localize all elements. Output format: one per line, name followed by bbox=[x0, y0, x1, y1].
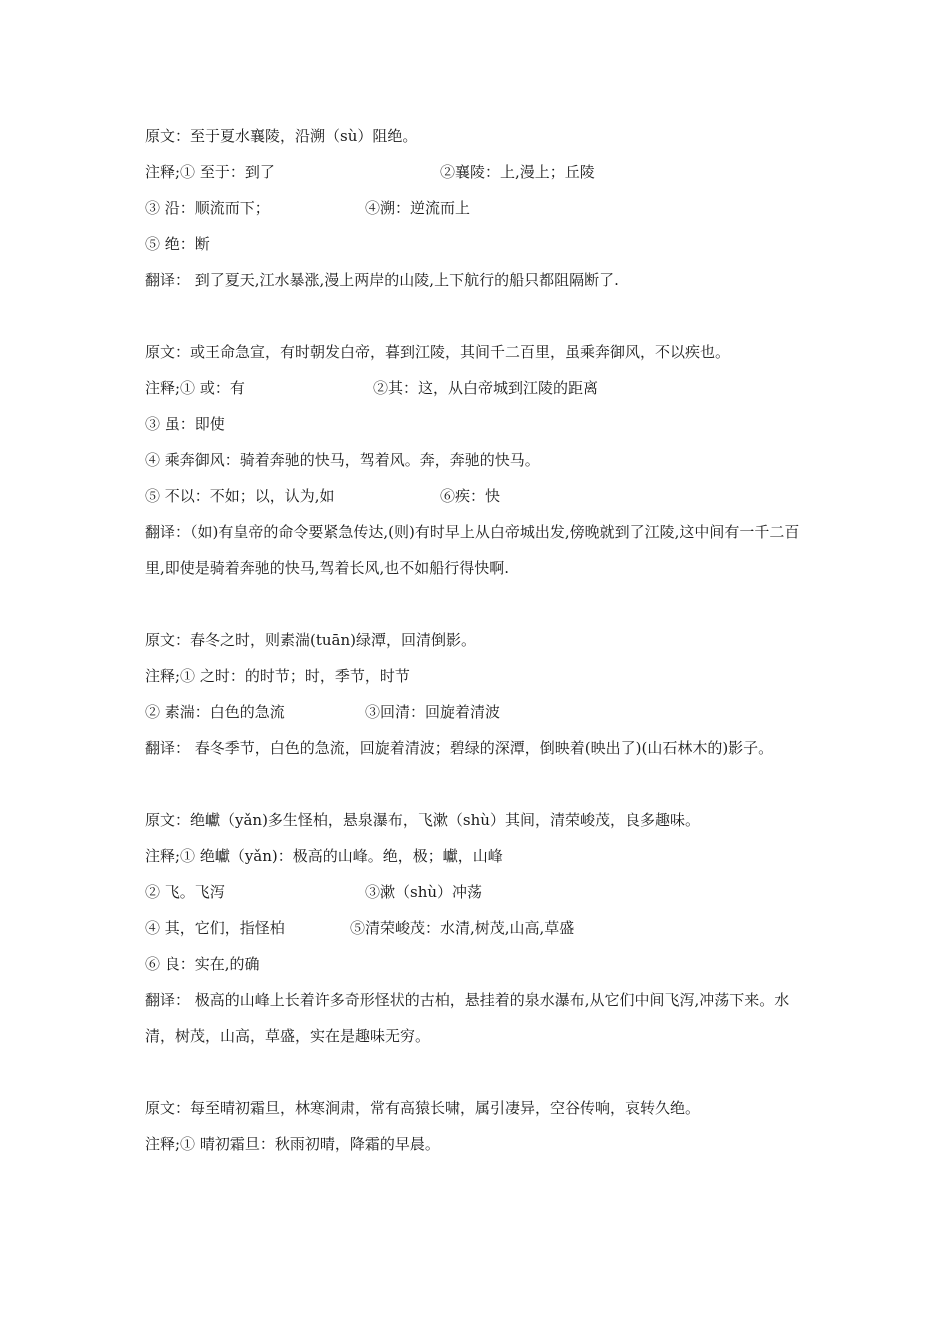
note-item: ③漱（shù）冲荡 bbox=[365, 883, 483, 901]
note-item: ④ 乘奔御风：骑着奔驰的快马，驾着风。奔，奔驰的快马。 bbox=[145, 451, 540, 469]
note-line bbox=[145, 442, 815, 478]
note-item: ③ 虽：即使 bbox=[145, 415, 225, 433]
translation-text: 翻译：（如)有皇帝的命令要紧急传达,(则)有时早上从白帝城出发,傍晚就到了江陵,这中间有一千二百里,即使是骑着奔驰的快马,驾着长风,也不如船行得快啊. bbox=[145, 523, 800, 577]
note-item: 注释;① 绝巘（yǎn)：极高的山峰。绝，极；巘，山峰 bbox=[145, 847, 503, 865]
note-line bbox=[145, 406, 815, 442]
note-item: ⑥疾：快 bbox=[440, 487, 501, 505]
note-item: ② 飞。飞泻 bbox=[145, 883, 225, 901]
original-text: 原文：每至晴初霜旦，林寒涧肃，常有高猿长啸，属引凄异，空谷传响，哀转久绝。 bbox=[145, 1099, 701, 1117]
note-item: ⑤ 不以：不如；以，认为,如 bbox=[145, 487, 335, 505]
note-line bbox=[145, 658, 815, 694]
note-line bbox=[145, 370, 815, 406]
note-item: ⑤ 绝：断 bbox=[145, 235, 210, 253]
note-line bbox=[145, 478, 815, 514]
note-item: ②其：这，从白帝城到江陵的距离 bbox=[373, 379, 599, 397]
note-item: ⑥ 良：实在,的确 bbox=[145, 955, 260, 973]
note-item: 注释;① 或：有 bbox=[145, 379, 245, 397]
note-item: ③ 沿：顺流而下； bbox=[145, 199, 270, 217]
note-item: ③回清：回旋着清波 bbox=[365, 703, 501, 721]
translation-text: 翻译： 极高的山峰上长着许多奇形怪状的古柏，悬挂着的泉水瀑布,从它们中间飞泻,冲荡下来。水清，树茂，山高，草盛，实在是趣味无穷。 bbox=[145, 991, 790, 1045]
note-line bbox=[145, 946, 815, 982]
original-text: 原文：绝巘（yǎn)多生怪柏，悬泉瀑布，飞漱（shù）其间，清荣峻茂，良多趣味。 bbox=[145, 811, 700, 829]
original-text: 原文：至于夏水襄陵，沿溯（sù）阻绝。 bbox=[145, 127, 418, 145]
note-line bbox=[145, 874, 815, 910]
note-item: ②襄陵：上,漫上；丘陵 bbox=[440, 163, 595, 181]
translation-text: 翻译： 春冬季节，白色的急流，回旋着清波；碧绿的深潭，倒映着(映出了)(山石林木的)影子。 bbox=[145, 739, 774, 757]
original-text: 原文：或王命急宣，有时朝发白帝，暮到江陵，其间千二百里，虽乘奔御风，不以疾也。 bbox=[145, 343, 731, 361]
original-text: 原文：春冬之时，则素湍(tuān)绿潭，回清倒影。 bbox=[145, 631, 476, 649]
note-item: 注释;① 至于：到了 bbox=[145, 163, 275, 181]
note-item: ② 素湍：白色的急流 bbox=[145, 703, 285, 721]
note-line bbox=[145, 154, 815, 190]
note-item: ④溯：逆流而上 bbox=[365, 199, 471, 217]
note-line bbox=[145, 1126, 815, 1162]
note-line bbox=[145, 226, 815, 262]
note-line bbox=[145, 694, 815, 730]
note-item: 注释;① 之时：的时节；时，季节，时节 bbox=[145, 667, 410, 685]
note-item: ⑤清荣峻茂：水清,树茂,山高,草盛 bbox=[350, 919, 575, 937]
note-item: 注释;① 晴初霜旦：秋雨初晴，降霜的早晨。 bbox=[145, 1135, 440, 1153]
note-line bbox=[145, 190, 815, 226]
note-line bbox=[145, 910, 815, 946]
document-page bbox=[145, 118, 815, 1162]
translation-text: 翻译： 到了夏天,江水暴涨,漫上两岸的山陵,上下航行的船只都阻隔断了. bbox=[145, 271, 619, 289]
note-line bbox=[145, 838, 815, 874]
note-item: ④ 其，它们，指怪柏 bbox=[145, 919, 285, 937]
